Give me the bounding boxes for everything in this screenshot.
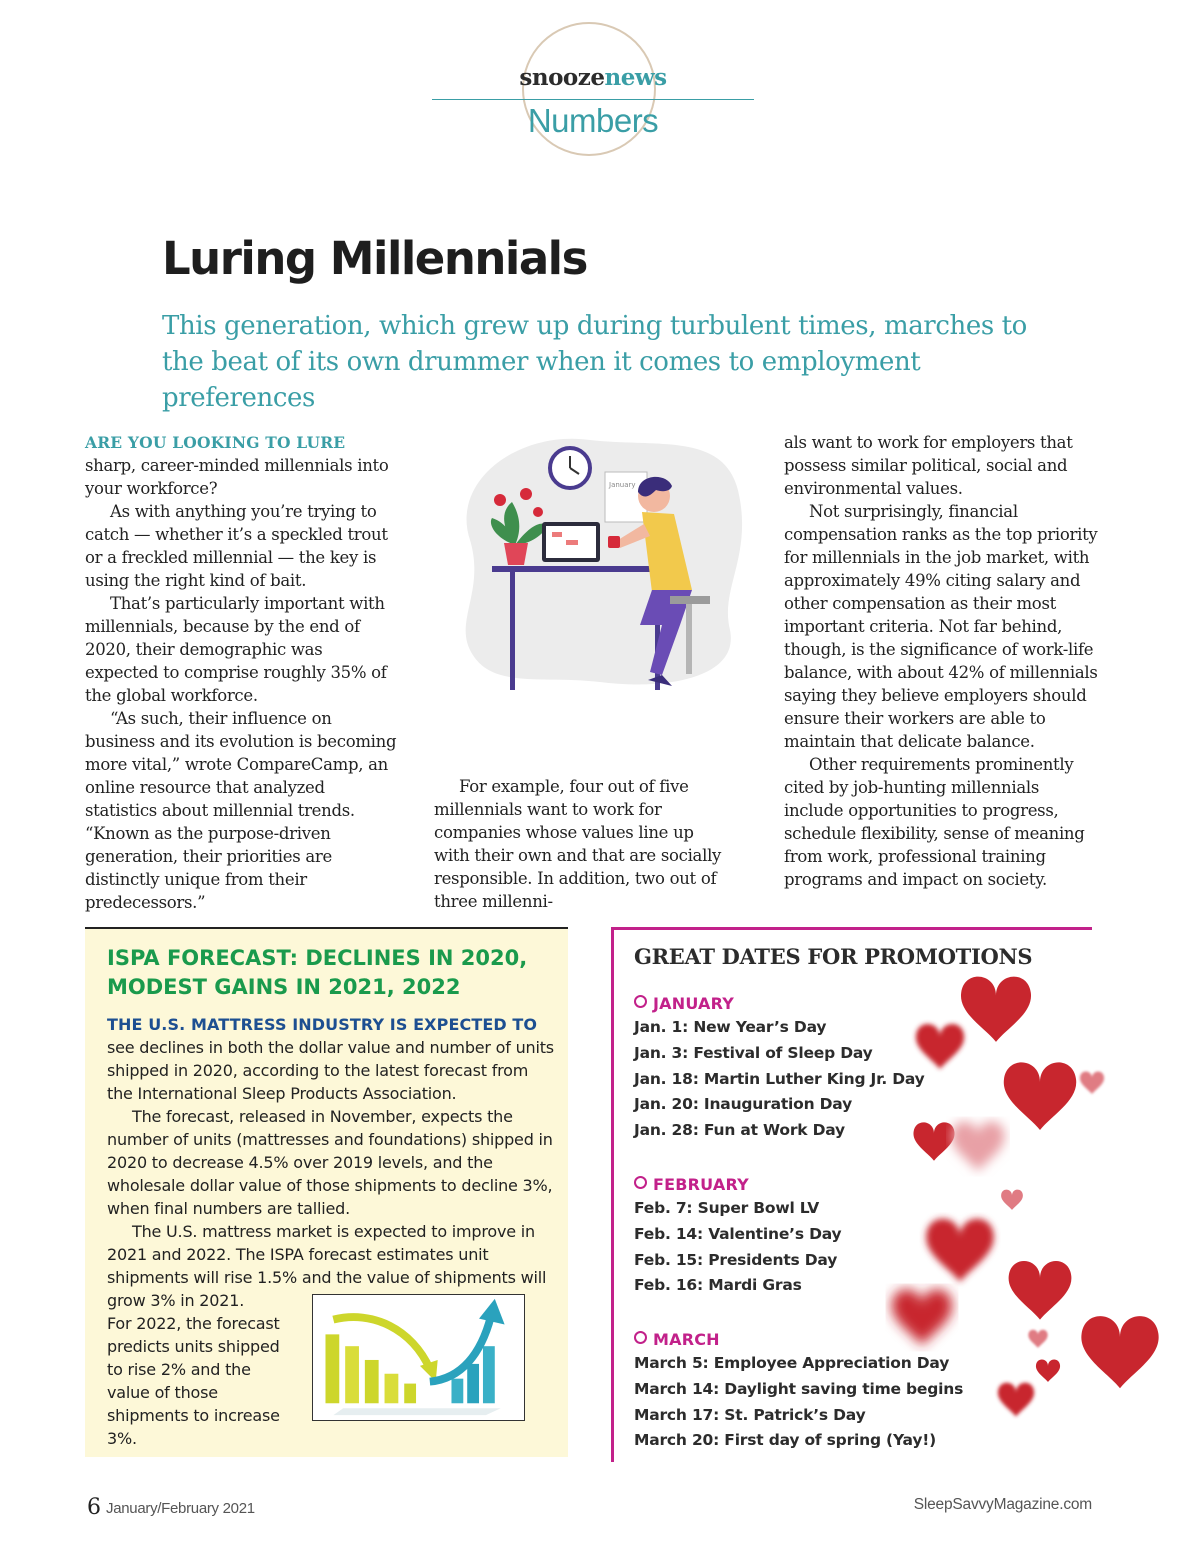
date-item: March 17: St. Patrick’s Day (634, 1405, 866, 1424)
paragraph: “As such, their influence on business and its evolution is becoming more vital,” wrote CompareCamp, an online resource that analyzed statistics about millennial trends. “Known as the purpose-driven generation, their priorities are distinctly unique from their predecessors.” (85, 709, 397, 912)
paragraph: Other requirements prominently cited by job-hunting millennials include opportunities to progress, schedule flexibility, sense of meaning from work, professional training programs and impact on society. (784, 755, 1085, 889)
calendar-label: January (609, 481, 636, 489)
paragraph: For 2022, the forecast predicts units shipped to rise 2% and the value of those shipments to increase 3%. (107, 1314, 280, 1448)
stool (670, 596, 710, 604)
date-item: Jan. 28: Fun at Work Day (634, 1121, 845, 1140)
paragraph: That’s particularly important with millennials, because by the end of 2020, their demographic was expected to comprise roughly 35% of the global workforce. (85, 594, 387, 705)
deck: This generation, which grew up during turbulent times, marches to the beat of its own drummer when it comes to employment preferences (162, 311, 1027, 413)
heart-icon (926, 1219, 994, 1282)
heart-icon (1028, 1330, 1047, 1348)
heart-icon (998, 1383, 1034, 1417)
paragraph: The forecast, released in November, expects the number of units (mattresses and foundations) shipped in 2020 to decrease 4.5% over 2019 levels, and the wholesale dollar value of those shipments to decline 3%, when final numbers are tallied. (107, 1107, 553, 1218)
paragraph: Not surprisingly, financial compensation ranks as the top priority for millennials in the job market, with approximately 49% citing salary and other compensation as their most important criteria. Not far behind, though, is the significance of work-life balance, with about 42% of millennials saying they believe employers should ensure their workers are able to maintain that delicate balance. (784, 502, 1098, 751)
month-heading: MARCH (634, 1330, 963, 1349)
date-item: Jan. 20: Inauguration Day (634, 1095, 852, 1114)
date-item: Feb. 16: Mardi Gras (634, 1276, 802, 1295)
date-item: March 5: Employee Appreciation Day (634, 1354, 950, 1372)
heart-icon (1081, 1316, 1158, 1388)
heart-icon (913, 1122, 954, 1160)
paragraph: als want to work for employers that possess similar political, social and environmental values. (784, 433, 1073, 498)
dates-title: GREAT DATES FOR PROMOTIONS (634, 944, 1033, 969)
lead-in: ARE YOU LOOKING TO LURE (85, 433, 346, 452)
hearts-decoration (880, 975, 1180, 1435)
heart-icon (1009, 1261, 1072, 1320)
date-item: Jan. 18: Martin Luther King Jr. Day (634, 1069, 925, 1088)
heart-icon (951, 1122, 1004, 1172)
paragraph: see declines in both the dollar value and number of units shipped in 2020, according to the latest forecast from the International Sleep Products Association. (107, 1038, 554, 1103)
paragraph: For example, four out of five millennials want to work for companies whose values line up with their own and that are socially responsible. In addition, two out of three millenni- (434, 777, 722, 911)
circle-bullet-icon (634, 1331, 647, 1344)
date-item: Feb. 15: Presidents Day (634, 1250, 838, 1269)
heart-icon (961, 977, 1031, 1042)
brand-news: news (604, 64, 667, 91)
background-blob (466, 439, 742, 685)
workspace-illustration (430, 420, 760, 700)
month-heading: JANUARY (634, 994, 925, 1013)
masthead-rule (432, 99, 754, 100)
brand-snooze: snooze (519, 64, 605, 91)
date-item: Feb. 14: Valentine’s Day (634, 1224, 842, 1243)
headline: Luring Millennials (162, 232, 587, 285)
date-item: March 14: Daylight saving time begins (634, 1379, 964, 1398)
date-item: Jan. 3: Festival of Sleep Day (634, 1043, 873, 1062)
issue-date: January/February 2021 (106, 1500, 255, 1517)
article-column-2 (434, 775, 734, 913)
section-title: Numbers (527, 102, 659, 139)
mug (608, 536, 620, 548)
circle-bullet-icon (634, 995, 647, 1008)
paragraph: As with anything you’re trying to catch — whether it’s a speckled trout or a freckled millennial — the key is using the right kind of bait. (85, 502, 388, 590)
month-heading: FEBRUARY (634, 1175, 841, 1194)
circle-bullet-icon (634, 1176, 647, 1189)
desk (492, 566, 672, 572)
heart-icon (1004, 1062, 1076, 1130)
ispa-lead-in: THE U.S. MATTRESS INDUSTRY IS EXPECTED TO (107, 1015, 538, 1034)
page-number: 6 (87, 1495, 101, 1520)
website-url: SleepSavvyMagazine.com (913, 1496, 1092, 1513)
date-item: Jan. 1: New Year’s Day (634, 1018, 827, 1036)
heart-icon (1036, 1359, 1060, 1382)
heart-icon (1001, 1190, 1023, 1210)
date-item: March 20: First day of spring (Yay!) (634, 1431, 936, 1450)
ispa-title: ISPA FORECAST: DECLINES IN 2020, MODEST GAINS IN 2021, 2022 (107, 946, 528, 999)
article-column-1 (85, 431, 400, 914)
heart-icon (916, 1024, 964, 1069)
date-item: Feb. 7: Super Bowl LV (634, 1199, 820, 1217)
article-column-3 (784, 431, 1099, 891)
masthead-brand (432, 64, 754, 91)
month-block-february (634, 1175, 841, 1299)
paragraph: The U.S. mattress market is expected to improve in 2021 and 2022. The ISPA forecast estimates unit shipments will rise 1.5% and the value of shipments will grow 3% in 2021. (107, 1222, 547, 1310)
flower-pot (504, 543, 528, 565)
growth-chart-image (312, 1294, 525, 1421)
heart-icon (892, 1289, 952, 1345)
heart-icon (1080, 1071, 1104, 1094)
paragraph: sharp, career-minded millennials into your workforce? (85, 456, 389, 498)
